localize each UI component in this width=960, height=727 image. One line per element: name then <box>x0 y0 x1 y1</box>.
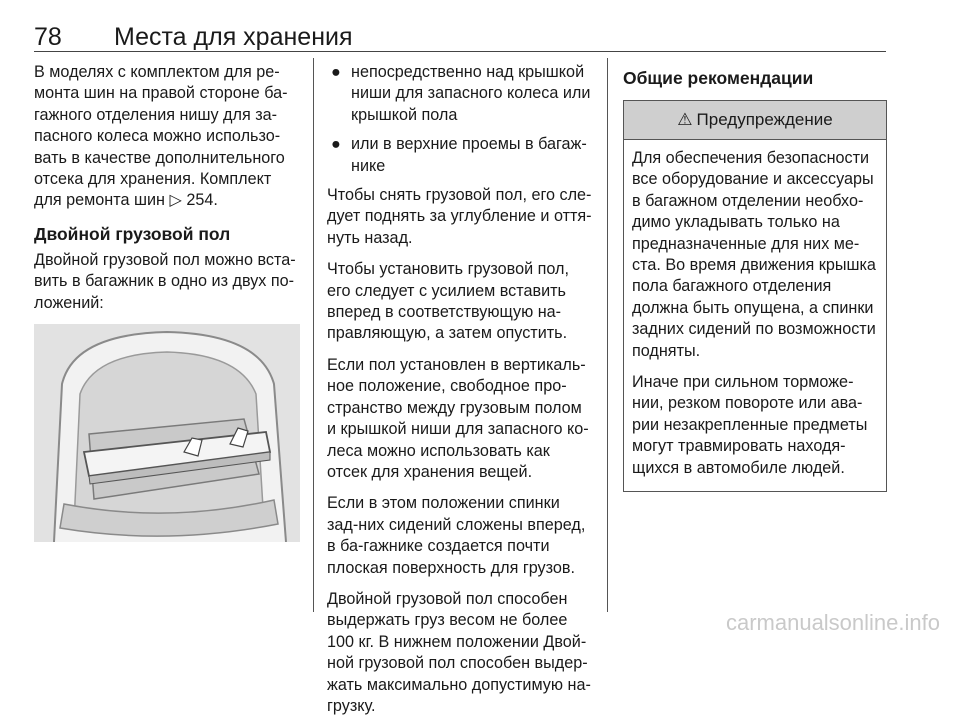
list-item: ● или в верхние проемы в багаж-нике <box>331 135 587 175</box>
section-heading-general: Общие рекомендации <box>623 68 814 88</box>
paragraph-load: Двойной грузовой пол способен выдержать груз весом не более 100 кг. В нижнем положении Двой-ной грузовой пол способен выдер-жать максимально допустимую на-грузку. <box>327 589 591 715</box>
page-reference: 254. <box>186 191 218 210</box>
warning-paragraph: Иначе при сильном торможе-нии, резком повороте или ава-рии незакрепленные предметы могут травмировать находя-щихся в автомобиле людей. <box>632 373 868 477</box>
paragraph-install: Чтобы установить грузовой пол, его следует с усилием вставить вперед в соответствующую на-правляющую, а затем опустить. <box>327 260 569 343</box>
section-heading-double-floor: Двойной грузовой пол <box>34 223 231 244</box>
watermark: carmanualsonline.info <box>725 610 940 635</box>
warning-header <box>624 101 886 140</box>
position-list <box>327 62 593 177</box>
header-divider <box>34 51 886 52</box>
warning-box <box>623 100 887 492</box>
column-right <box>623 62 887 492</box>
page-title: Места для хранения <box>114 23 353 51</box>
warning-title: Предупреждение <box>696 110 833 130</box>
triangle-arrow-icon: ▷ <box>169 191 182 210</box>
paragraph-flat-surface: Если в этом положении спинки зад-них сидений сложены вперед, в ба-гажнике создается почти плоская поверхность для грузов. <box>327 494 586 577</box>
intro-text: В моделях с комплектом для ре-монта шин на правой стороне ба-гажного отделения нишу для за-пасного колеса можно использо-вать в качестве дополнительного отсека для хранения. Комплект для ремонта шин <box>34 63 288 210</box>
column-left <box>34 62 300 542</box>
page-number: 78 <box>34 23 62 51</box>
page-header <box>34 22 886 54</box>
list-item: ● непосредственно над крышкой ниши для запасного колеса или крышкой пола <box>331 63 591 124</box>
column-divider-2 <box>607 58 608 612</box>
warning-paragraph: Для обеспечения безопасности все оборудование и аксессуары в багажном отделении необхо-димо укладывать только на предназначенные для них ме-ста. Во время движения крышка пола багажного отделения должна быть опущена, а спинки задних сидений по возможности подняты. <box>632 149 876 360</box>
bullet-icon: ● <box>331 135 341 154</box>
trunk-floor-drawing <box>34 324 300 542</box>
warning-triangle-icon: ⚠ <box>677 110 693 130</box>
double-floor-paragraph: Двойной грузовой пол можно вста-вить в багажник в одно из двух по-ложений: <box>34 250 296 312</box>
trunk-illustration <box>34 324 300 542</box>
column-middle <box>327 62 593 727</box>
warning-body <box>624 140 886 491</box>
intro-paragraph <box>34 62 300 212</box>
paragraph-remove: Чтобы снять грузовой пол, его сле-дует поднять за углубление и оття-нуть назад. <box>327 186 592 247</box>
column-divider-1 <box>313 58 314 612</box>
paragraph-vertical: Если пол установлен в вертикаль-ное положение, свободное про-странство между грузовым полом и крышкой ниши для запасного ко-леса можно использовать как отсек для хранения вещей. <box>327 355 589 481</box>
bullet-icon: ● <box>331 63 341 81</box>
